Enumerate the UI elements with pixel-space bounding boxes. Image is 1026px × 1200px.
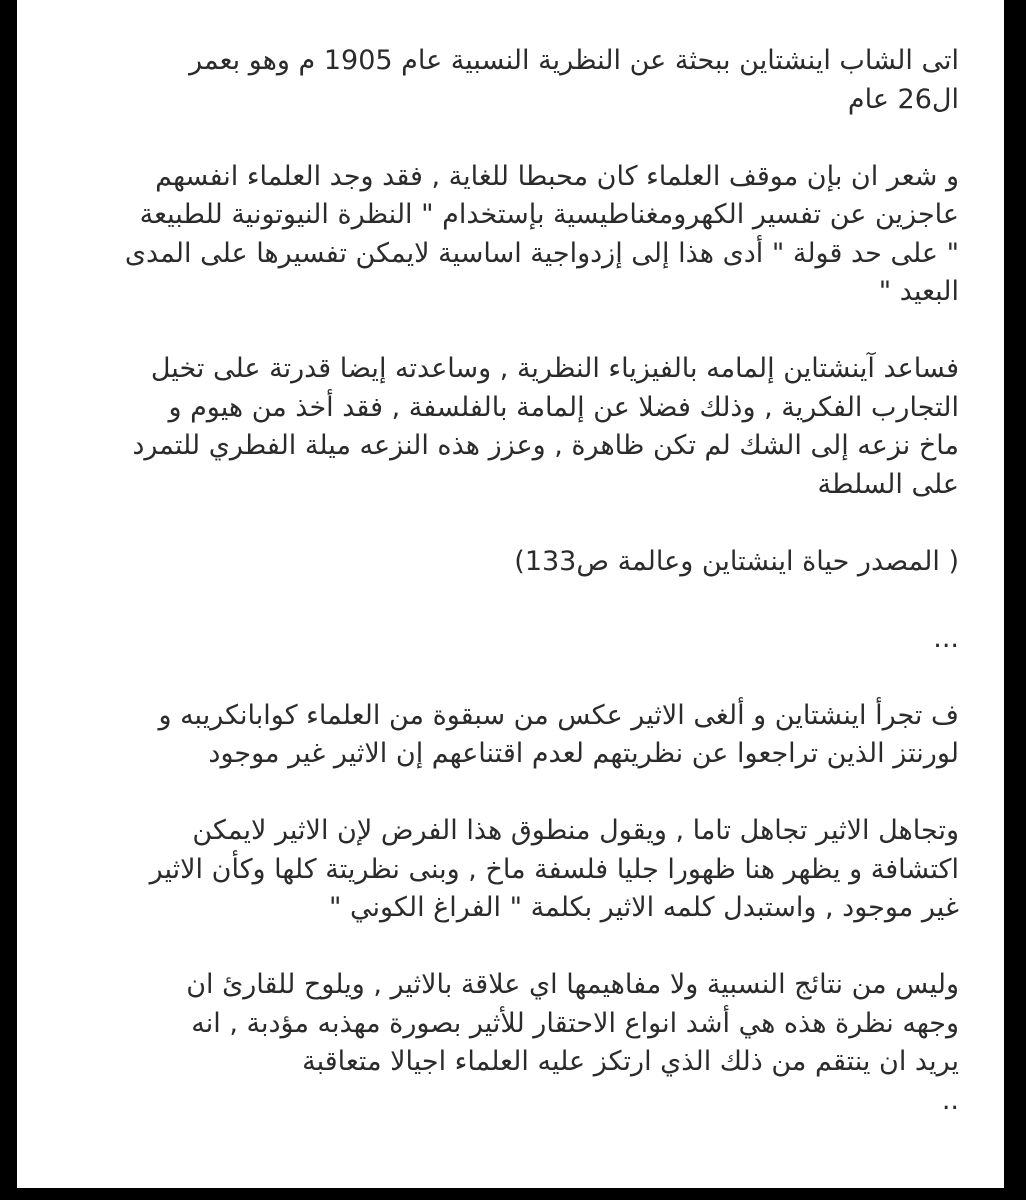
paragraph-ellipsis — [57, 620, 959, 659]
paragraph-conclusion — [57, 966, 959, 1120]
text-line: اكتشافة و يظهر هنا ظهورا جليا فلسفة ماخ , وبنى نظريتة كلها وكأن الاثير — [149, 853, 959, 885]
text-line: البعيد " — [878, 276, 959, 307]
ellipsis-separator: ... — [933, 622, 959, 654]
right-border — [1004, 0, 1026, 1200]
text-line: وتجاهل الاثير تجاهل تاما , ويقول منطوق هذا الفرض لإن الاثير لايمكن — [192, 815, 959, 846]
paragraph-source — [57, 543, 959, 582]
bottom-border — [0, 1188, 1026, 1200]
text-line: يريد ان ينتقم من ذلك الذي ارتكز عليه العلماء اجيالا متعاقبة — [302, 1046, 959, 1077]
text-line: ماخ نزعه إلى الشك لم تكن ظاهرة , وعزز هذه النزعه ميلة الفطري للتمرد — [132, 430, 959, 461]
document-body — [57, 42, 959, 1159]
left-border — [0, 0, 17, 1200]
paragraph-ignore-ether — [57, 812, 959, 928]
text-line: غير موجود , واستبدل كلمه الاثير بكلمة " الفراغ الكوني " — [328, 892, 959, 923]
document-page — [17, 0, 1004, 1188]
text-line: لورنتز الذين تراجعوا عن نظريتهم لعدم اقتناعهم إن الاثير غير موجود — [208, 738, 959, 769]
text-line: وجهه نظرة هذه هي أشد انواع الاحتقار للأثير بصورة مهذبه مؤدبة , انه — [191, 1007, 959, 1039]
text-line: ال26 عام — [847, 83, 959, 115]
text-line: عاجزين عن تفسير الكهرومغناطيسية بإستخدام " النظرة النيوتونية للطبيعة — [139, 199, 959, 230]
paragraph-intro — [57, 42, 959, 119]
text-line: التجارب الفكرية , وذلك فضلا عن إلمامة بالفلسفة , فقد أخذ من هيوم و — [168, 391, 959, 423]
paragraph-ether — [57, 697, 959, 774]
text-line: " على حد قولة " أدى هذا إلى إزدواجية اساسية لايمكن تفسيرها على المدى — [124, 237, 959, 269]
text-line: وليس من نتائج النسبية ولا مفاهيمها اي علاقة بالاثير , ويلوح للقارئ ان — [186, 969, 959, 1000]
paragraph-scientists — [57, 158, 959, 312]
text-line: و شعر ان بإن موقف العلماء كان محبطا للغاية , فقد وجد العلماء انفسهم — [155, 160, 959, 192]
text-line: فساعد آينشتاين إلمامه بالفيزياء النظرية , وساعدته إيضا قدرتة على تخيل — [150, 353, 959, 384]
paragraph-philosophy — [57, 350, 959, 504]
source-citation: ( المصدر حياة اينشتاين وعالمة ص133) — [514, 545, 959, 577]
text-line: على السلطة — [817, 468, 959, 500]
text-line: .. — [941, 1084, 959, 1116]
text-line: اتى الشاب اينشتاين ببحثة عن النظرية النسبية عام 1905 م وهو بعمر — [189, 45, 959, 76]
text-line: ف تجرأ اينشتاين و ألغى الاثير عكس من سبقوة من العلماء كوابانكريبه و — [158, 699, 959, 731]
